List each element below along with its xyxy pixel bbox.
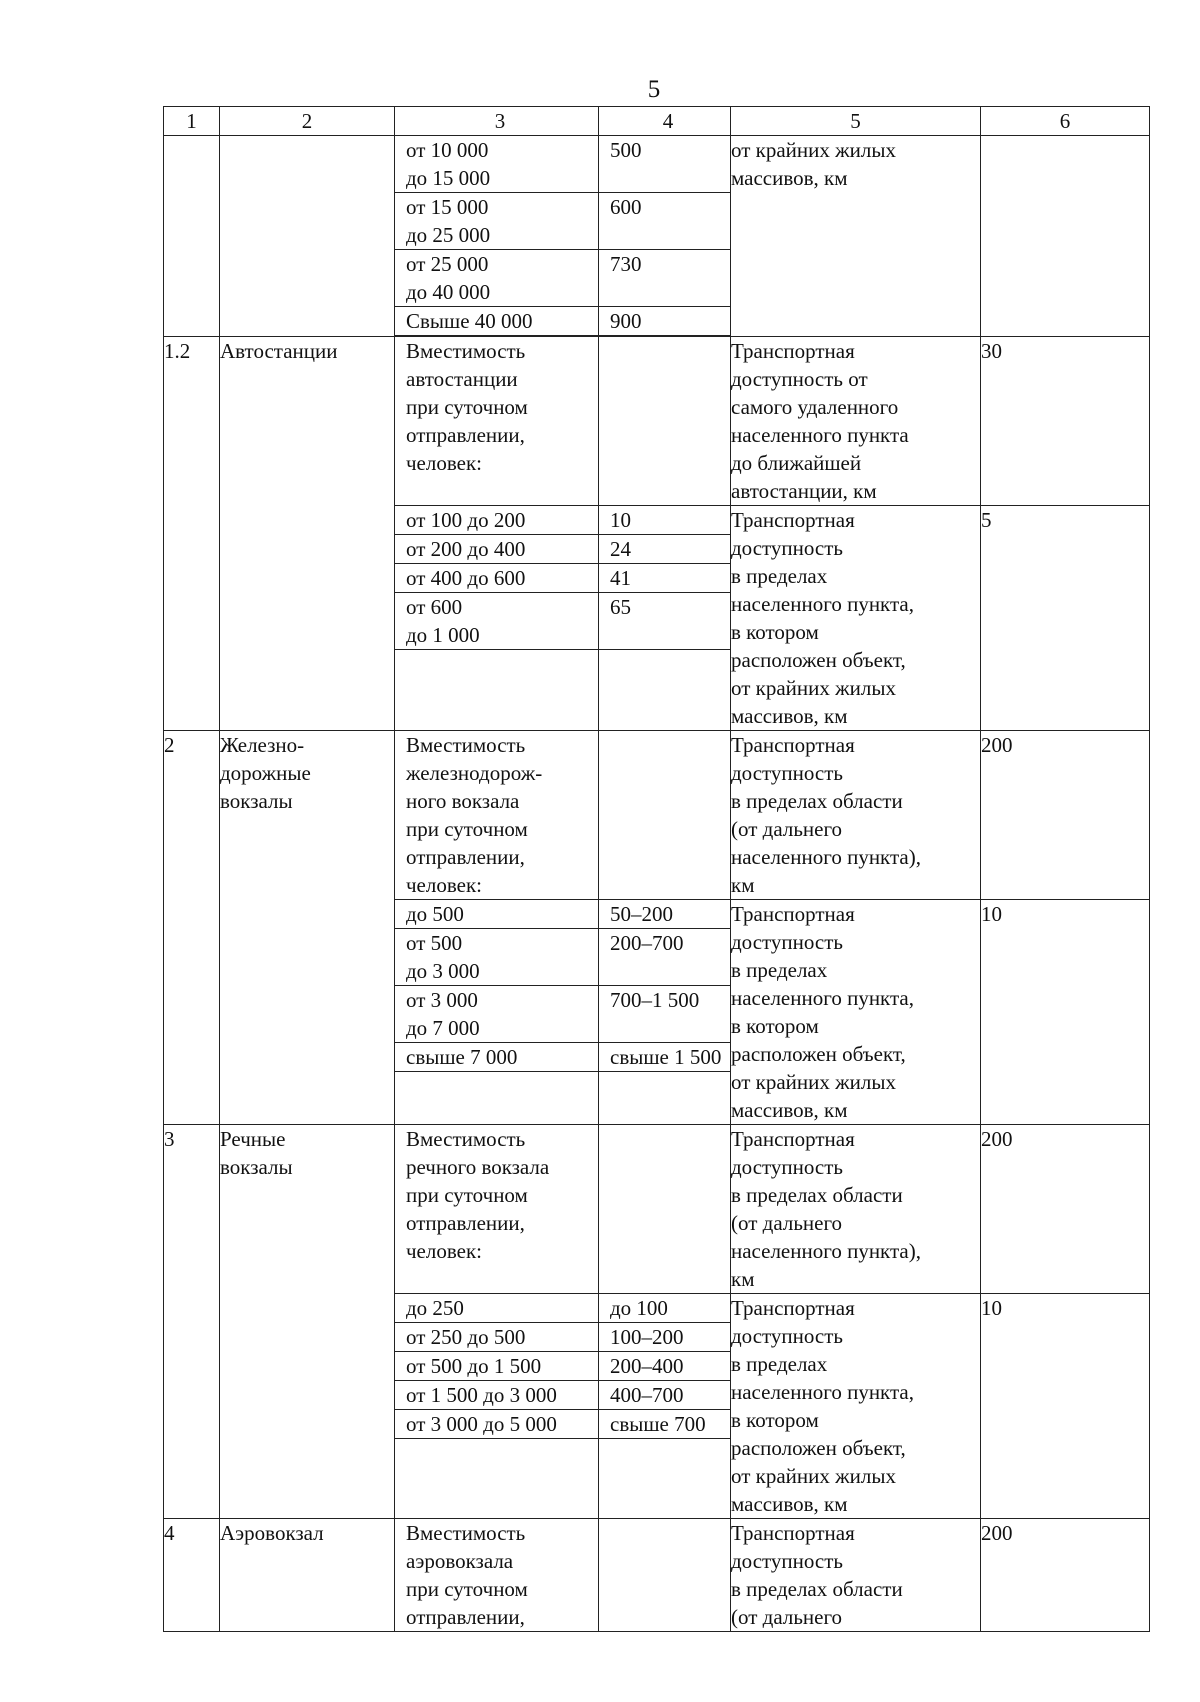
capacity-list xyxy=(395,1294,730,1518)
capacity-value: 65 xyxy=(610,595,631,619)
capacity-row xyxy=(395,986,730,1043)
capacity-row xyxy=(395,506,730,535)
capacity-filler xyxy=(395,650,730,730)
capacity-value: 500 xyxy=(610,138,642,162)
limit-value: 30 xyxy=(981,337,1150,506)
indicator-text: Транспортная доступность в пределах области (от дальнего населенного пункта), км xyxy=(731,731,981,900)
indicator-text: Транспортная доступность в пределах населенного пункта, в котором расположен объект, от крайних жилых массивов, км xyxy=(731,506,981,731)
table-row xyxy=(164,136,1150,337)
column-header: 2 xyxy=(220,107,395,136)
capacity-value: 730 xyxy=(610,252,642,276)
norms-table xyxy=(163,106,1150,1632)
capacity-row xyxy=(395,307,730,336)
capacity-caption-row xyxy=(395,1519,730,1631)
limit-value xyxy=(981,136,1150,337)
capacity-caption: Вместимость железнодорож- ного вокзала при суточном отправлении, человек: xyxy=(395,731,599,899)
capacity-filler-left xyxy=(395,1072,599,1124)
row-number: 3 xyxy=(164,1125,220,1519)
capacity-range: от 200 до 400 xyxy=(395,535,599,563)
limit-value: 10 xyxy=(981,1294,1150,1519)
capacity-caption: Вместимость речного вокзала при суточном отправлении, человек: xyxy=(395,1125,599,1293)
limit-value: 5 xyxy=(981,506,1150,731)
capacity-row xyxy=(395,1381,730,1410)
capacity-range: от 10 000 до 15 000 xyxy=(395,136,599,192)
capacity-range: от 500 до 1 500 xyxy=(395,1352,599,1380)
capacity-row xyxy=(395,1294,730,1323)
capacity-value: свыше 1 500 xyxy=(610,1045,722,1069)
capacity-row xyxy=(395,136,730,193)
table-row xyxy=(164,337,1150,506)
capacity-value: 600 xyxy=(610,195,642,219)
capacity-value: 400–700 xyxy=(610,1383,684,1407)
capacity-value: 900 xyxy=(610,309,642,333)
capacity-caption: Вместимость аэровокзала при суточном отправлении, xyxy=(395,1519,599,1631)
capacity-row xyxy=(395,1043,730,1072)
column-header: 4 xyxy=(662,109,674,133)
indicator-text: Транспортная доступность в пределах населенного пункта, в котором расположен объект, от крайних жилых массивов, км xyxy=(731,1294,981,1519)
capacity-value: 50–200 xyxy=(610,902,673,926)
capacity-range: до 500 xyxy=(395,900,599,928)
capacity-row xyxy=(395,250,730,307)
capacity-range: от 100 до 200 xyxy=(395,506,599,534)
limit-value: 200 xyxy=(981,1125,1150,1294)
capacity-range: от 400 до 600 xyxy=(395,564,599,592)
header-pair xyxy=(395,107,730,135)
capacity-row xyxy=(395,193,730,250)
capacity-list xyxy=(395,136,730,336)
capacity-value xyxy=(599,337,730,505)
object-name: Железно- дорожные вокзалы xyxy=(220,731,395,1125)
capacity-range: от 1 500 до 3 000 xyxy=(395,1381,599,1409)
object-name: Автостанции xyxy=(220,337,395,731)
header-row xyxy=(164,107,1150,136)
indicator-text: Транспортная доступность в пределах области (от дальнего населенного пункта), км xyxy=(731,1125,981,1294)
capacity-cell xyxy=(395,900,731,1125)
capacity-list xyxy=(395,900,730,1124)
object-name xyxy=(220,136,395,337)
capacity-value: 100–200 xyxy=(610,1325,684,1349)
object-name: Речные вокзалы xyxy=(220,1125,395,1519)
indicator-text: Транспортная доступность в пределах населенного пункта, в котором расположен объект, от крайних жилых массивов, км xyxy=(731,900,981,1125)
capacity-value xyxy=(599,1125,730,1293)
capacity-row xyxy=(395,1323,730,1352)
capacity-value: 200–700 xyxy=(610,931,684,955)
object-name: Аэровокзал xyxy=(220,1519,395,1632)
row-number: 4 xyxy=(164,1519,220,1632)
column-header: 3 xyxy=(395,107,599,135)
capacity-filler-right xyxy=(599,650,730,730)
capacity-row xyxy=(395,1410,730,1439)
capacity-range: от 3 000 до 5 000 xyxy=(395,1410,599,1438)
capacity-caption-row xyxy=(395,337,730,505)
capacity-row xyxy=(395,593,730,650)
capacity-range: Свыше 40 000 xyxy=(395,307,599,335)
capacity-cell xyxy=(395,1294,731,1519)
row-number xyxy=(164,136,220,337)
capacity-range: от 250 до 500 xyxy=(395,1323,599,1351)
row-number: 2 xyxy=(164,731,220,1125)
capacity-cell xyxy=(395,1125,731,1294)
limit-value: 200 xyxy=(981,1519,1150,1632)
capacity-range: от 25 000 до 40 000 xyxy=(395,250,599,306)
capacity-caption-row xyxy=(395,731,730,899)
column-header-pair xyxy=(395,107,731,136)
limit-value: 200 xyxy=(981,731,1150,900)
capacity-row xyxy=(395,535,730,564)
capacity-filler-left xyxy=(395,1439,599,1518)
capacity-value: 200–400 xyxy=(610,1354,684,1378)
capacity-filler-right xyxy=(599,1072,730,1124)
indicator-text: Транспортная доступность в пределах области (от дальнего xyxy=(731,1519,981,1632)
limit-value: 10 xyxy=(981,900,1150,1125)
capacity-value xyxy=(599,1519,730,1631)
capacity-row xyxy=(395,900,730,929)
capacity-value: 700–1 500 xyxy=(610,988,700,1012)
capacity-filler-left xyxy=(395,650,599,730)
capacity-value: до 100 xyxy=(610,1296,668,1320)
capacity-range: до 250 xyxy=(395,1294,599,1322)
capacity-cell xyxy=(395,731,731,900)
capacity-value: 10 xyxy=(610,508,631,532)
capacity-filler xyxy=(395,1439,730,1518)
indicator-text: Транспортная доступность от самого удаленного населенного пункта до ближайшей автостанции, км xyxy=(731,337,981,506)
table-row xyxy=(164,731,1150,900)
indicator-text: от крайних жилых массивов, км xyxy=(731,136,981,337)
capacity-value xyxy=(599,731,730,899)
capacity-caption-row xyxy=(395,1125,730,1293)
capacity-row xyxy=(395,1352,730,1381)
capacity-cell xyxy=(395,337,731,506)
capacity-range: от 15 000 до 25 000 xyxy=(395,193,599,249)
capacity-value: 41 xyxy=(610,566,631,590)
capacity-cell xyxy=(395,1519,731,1632)
capacity-caption: Вместимость автостанции при суточном отправлении, человек: xyxy=(395,337,599,505)
capacity-range: свыше 7 000 xyxy=(395,1043,599,1071)
capacity-filler xyxy=(395,1072,730,1124)
capacity-cell xyxy=(395,506,731,731)
table-row xyxy=(164,1125,1150,1294)
column-header: 1 xyxy=(164,107,220,136)
capacity-list xyxy=(395,506,730,730)
capacity-filler-right xyxy=(599,1439,730,1518)
capacity-value: 24 xyxy=(610,537,631,561)
column-header: 6 xyxy=(981,107,1150,136)
capacity-cell xyxy=(395,136,731,337)
page-number: 5 xyxy=(647,76,661,103)
capacity-range: от 500 до 3 000 xyxy=(395,929,599,985)
capacity-range: от 600 до 1 000 xyxy=(395,593,599,649)
capacity-range: от 3 000 до 7 000 xyxy=(395,986,599,1042)
capacity-value: свыше 700 xyxy=(610,1412,706,1436)
row-number: 1.2 xyxy=(164,337,220,731)
capacity-row xyxy=(395,564,730,593)
column-header: 5 xyxy=(731,107,981,136)
table-row xyxy=(164,1519,1150,1632)
capacity-row xyxy=(395,929,730,986)
